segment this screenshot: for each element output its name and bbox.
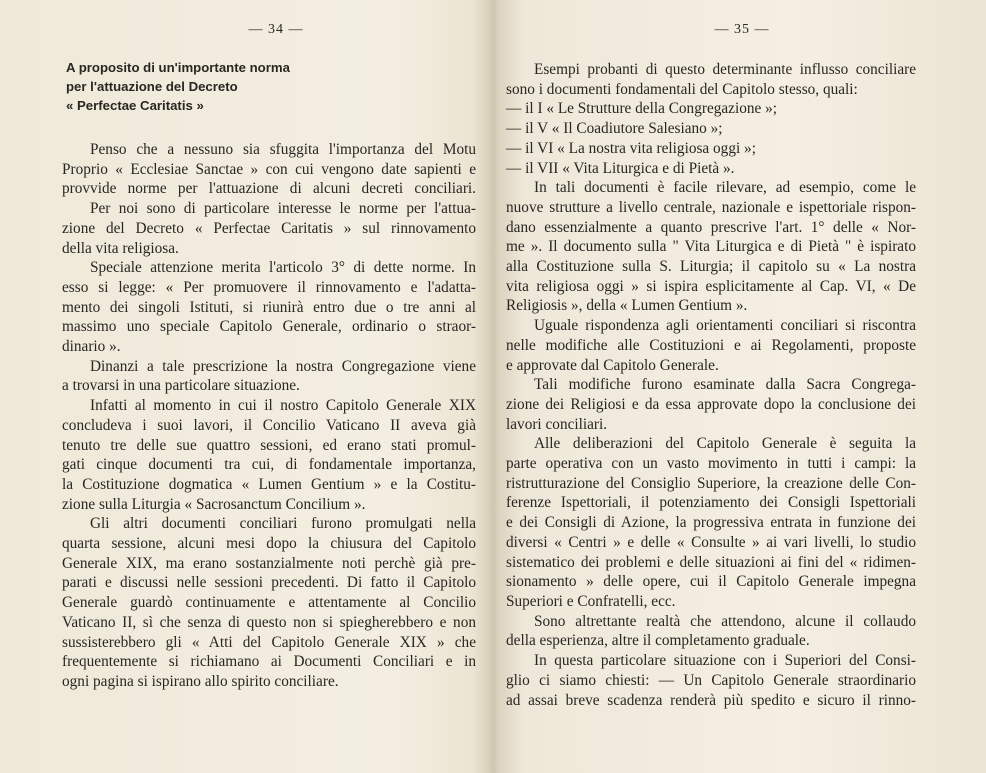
- text-line: a trovarsi in una particolare situazione.: [62, 377, 300, 395]
- text-line: della vita religiosa.: [62, 239, 179, 257]
- text-line: esso si legge: « Per promuovere il rinnovamento e l'adatta-: [62, 278, 476, 296]
- text-line: sono i documenti fondamentali del Capitolo stesso, quali:: [506, 80, 858, 98]
- text-line: nelle modifiche alle Costituzioni e ai Regolamenti, proposte: [506, 336, 916, 354]
- text-line: me ». Il documento sulla " Vita Liturgica e di Pietà " è ispirato: [506, 238, 916, 256]
- text-line: quarta sessione, alcuni mesi dopo la chiusura del Capitolo: [62, 535, 476, 553]
- text-line: ogni pagina si ispirano allo spirito conciliare.: [62, 672, 339, 690]
- text-line: Sono altrettante realtà che attendono, alcune il collaudo: [534, 612, 916, 630]
- left-page: [0, 0, 492, 773]
- text-line: della esperienza, altre il completamento graduale.: [506, 632, 810, 650]
- text-line: zione sulla Liturgia « Sacrosanctum Concilium ».: [62, 495, 366, 513]
- text-line: Speciale attenzione merita l'articolo 3° di dette norme. In: [90, 259, 476, 277]
- right-page: [494, 0, 986, 773]
- text-line: ad assai breve scadenza renderà più spedito e sicuro il rinno-: [506, 691, 916, 709]
- text-line: tenuto tre delle sue quattro sessioni, ed erano stati promul-: [62, 436, 476, 454]
- text-line: nuove strutture a livello centrale, nazionale e ispettoriale rispon-: [506, 198, 916, 216]
- text-line: glio ci siamo chiesti: — Un Capitolo Generale straordinario: [506, 671, 916, 689]
- text-line: In questa particolare situazione con i Superiori del Consi-: [534, 652, 916, 670]
- text-line: Vaticano II, sì che senza di questo non si spiegherebbero e non: [62, 613, 476, 631]
- text-line: Esempi probanti di questo determinante influsso conciliare: [534, 61, 916, 78]
- text-line: sionamento » delle opere, cui il Capitolo Generale impegna: [506, 573, 916, 591]
- text-line: vita religiosa oggi » si ispira esplicitamente al Cap. VI, « De: [506, 277, 916, 295]
- heading-line: per l'attuazione del Decreto: [66, 79, 238, 94]
- text-line: e dei Consigli di Azione, la progressiva entrata in funzione dei: [506, 514, 916, 532]
- text-line: massimo uno speciale Capitolo Generale, ordinario o straor-: [62, 318, 476, 336]
- text-line: Tali modifiche furono esaminate dalla Sacra Congrega-: [534, 376, 916, 394]
- text-line: Religiosis », della « Lumen Gentium ».: [506, 297, 748, 315]
- text-line: provvide norme per l'attuazione di alcuni decreti conciliari.: [62, 180, 476, 198]
- text-line: Gli altri documenti conciliari furono promulgati nella: [90, 515, 476, 533]
- text-line: zione dei Religiosi e da essa approvate dopo la conclusione dei: [506, 395, 916, 413]
- heading-line: « Perfectae Caritatis »: [66, 98, 204, 113]
- text-line: Superiori e Confratelli, ecc.: [506, 592, 676, 610]
- text-line: sistematico dei problemi e delle situazioni ai fini del « ridimen-: [506, 553, 916, 571]
- page-number-right: — 35 —: [714, 22, 770, 37]
- text-line: gati cinque documenti tra cui, di fondamentale importanza,: [62, 456, 476, 474]
- text-line: Uguale rispondenza agli orientamenti conciliari si riscontra: [534, 317, 916, 335]
- page-number-left: — 34 —: [248, 22, 304, 37]
- text-line: frequentemente si richiamano ai Documenti Conciliari e in: [62, 653, 476, 671]
- text-line: parte operativa con un vasto movimento in tutti i campi: la: [506, 455, 916, 473]
- heading-line: A proposito di un'importante norma: [66, 60, 290, 75]
- text-line: — il VII « Vita Liturgica e di Pietà ».: [506, 159, 735, 177]
- text-line: zione del Decreto « Perfectae Caritatis » sul rinnovamento: [62, 219, 476, 237]
- text-line: — il I « Le Strutture della Congregazione »;: [506, 100, 778, 118]
- text-line: — il VI « La nostra vita religiosa oggi »;: [506, 139, 756, 157]
- text-line: Per noi sono di particolare interesse le norme per l'attua-: [90, 200, 476, 218]
- article-heading: [66, 58, 290, 115]
- text-line: dinario ».: [62, 338, 121, 356]
- text-line: Infatti al momento in cui il nostro Capitolo Generale XIX: [90, 397, 476, 415]
- text-line: la Costituzione dogmatica « Lumen Gentium » e la Costitu-: [62, 475, 476, 493]
- text-line: concludeva i suoi lavori, il Concilio Vaticano II aveva già: [62, 416, 476, 434]
- text-line: Generale guardò continuamente e attentamente al Concilio: [62, 594, 476, 612]
- text-line: ristrutturazione del Consiglio Superiore, la creazione delle Con-: [506, 474, 916, 492]
- text-line: In tali documenti è facile rilevare, ad esempio, come le: [534, 179, 916, 197]
- text-line: parati e discussi nelle sessioni precedenti. Di fatto il Capitolo: [62, 574, 476, 592]
- text-line: ferenze Ispettoriali, il potenziamento dei Consigli Ispettoriali: [506, 494, 916, 512]
- text-line: sussisterebbero gli « Atti del Capitolo Generale XIX » che: [62, 633, 476, 651]
- text-line: Generale XIX, ma erano sostanzialmente noti perchè già pre-: [62, 554, 476, 572]
- left-body-text: [62, 140, 476, 692]
- text-line: e approvate dal Capitolo Generale.: [506, 356, 719, 374]
- text-line: mento dei singoli Istituti, si riunirà entro due o tre anni al: [62, 298, 476, 316]
- text-line: Penso che a nessuno sia sfuggita l'importanza del Motu: [90, 141, 476, 158]
- text-line: Proprio « Ecclesiae Sanctae » con cui vengono date sapienti e: [62, 160, 476, 178]
- right-body-text: [506, 60, 916, 710]
- text-line: diversi « Centri » e delle « Consulte » ai vari livelli, lo studio: [506, 533, 916, 551]
- text-line: dano essenzialmente a quanto prescrive l'art. 1° delle « Nor-: [506, 218, 916, 236]
- text-line: alla Costituzione sulla S. Liturgia; il capitolo su « La nostra: [506, 258, 916, 276]
- text-line: — il V « Il Coadiutore Salesiano »;: [506, 120, 723, 138]
- text-line: Alle deliberazioni del Capitolo Generale è seguita la: [534, 435, 916, 453]
- text-line: Dinanzi a tale prescrizione la nostra Congregazione viene: [90, 357, 476, 375]
- text-line: lavori conciliari.: [506, 415, 608, 433]
